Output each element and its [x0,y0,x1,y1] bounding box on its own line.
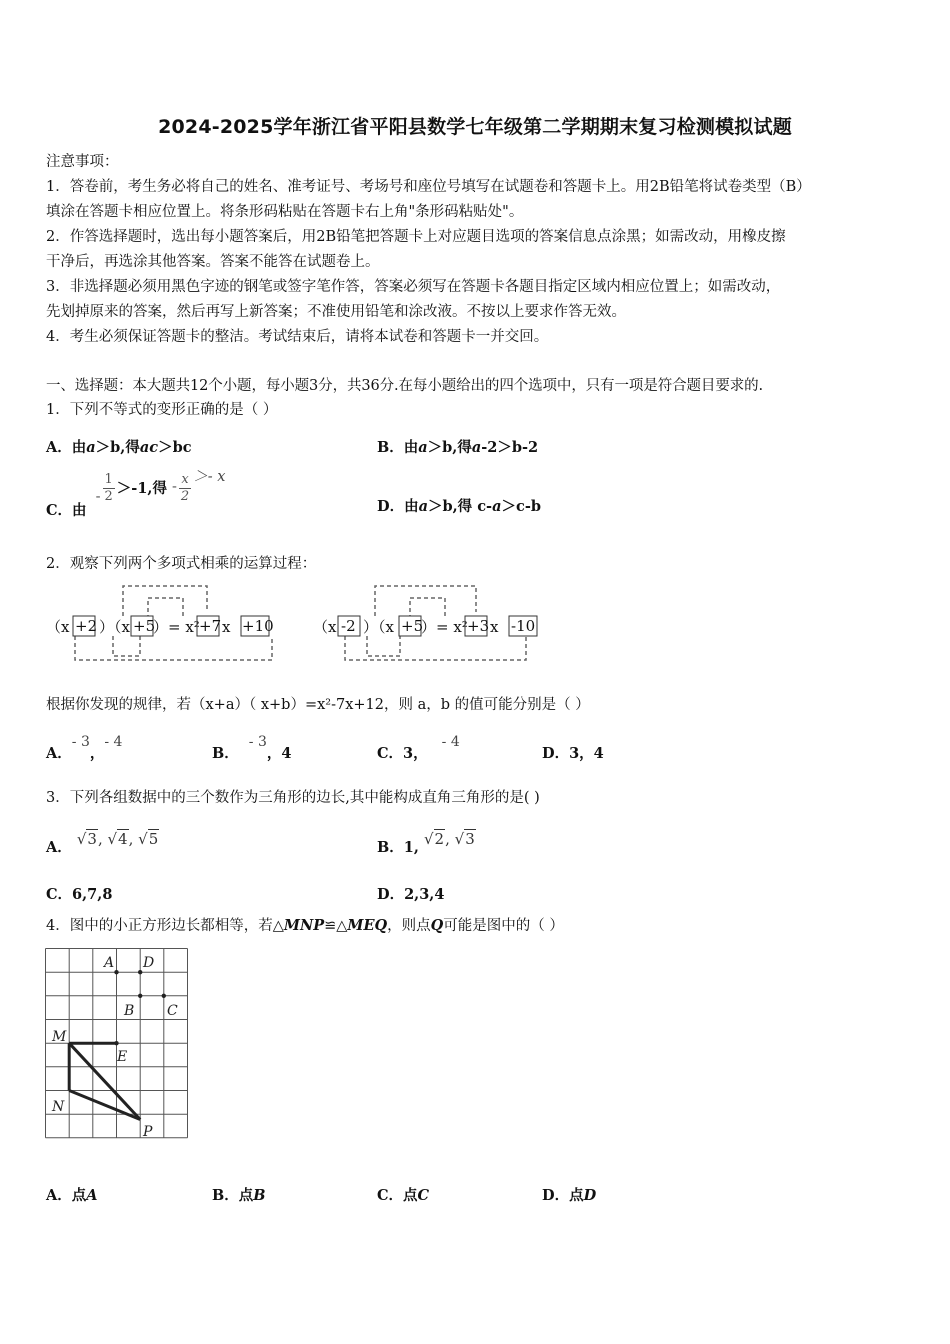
q2-d2-box3: +3 [467,617,490,635]
notice-line-3: 2．作答选择题时，选出每小题答案后，用2B铅笔把答题卡上对应题目选项的答案信息点涂黑；如需改动，用橡皮擦 [46,229,786,245]
q4-grid-figure [45,948,191,1144]
notice-line-1: 1．答卷前，考生务必将自己的姓名、准考证号、考场号和座位号填写在试题卷和答题卡上。用2B铅笔将试卷类型（B） [46,179,811,195]
notice-line-6: 先划掉原来的答案，然后再写上新答案；不准使用铅笔和涂改液。不按以上要求作答无效。 [46,304,626,320]
q4-option-d[interactable]: D．点D [542,1187,597,1204]
q2-d1-box1: +2 [75,617,98,635]
q1-option-a[interactable]: A．由a＞b,得ac＞bc [46,439,192,456]
q3-option-c[interactable]: C．6,7,8 [46,886,113,903]
page-title: 2024-2025学年浙江省平阳县数学七年级第二学期期末复习检测模拟试题 [158,116,792,138]
notice-line-5: 3．非选择题必须用黑色字迹的钢笔或签字笔作答，答案必须写在答题卡各题目指定区域内相应位置上；如需改动， [46,279,781,295]
q2-d1-box4: +10 [242,617,274,635]
q4-label-d: D [143,955,155,971]
q2-d2-box4: -10 [511,617,536,635]
q4-label-b: B [124,1003,135,1019]
section-heading: 一、选择题：本大题共12个小题，每小题3分，共36分.在每小题给出的四个选项中，只有一项是符合题目要求的. [46,378,764,394]
q1-option-c[interactable]: C．由 - $\frac{1}{2}$ ＞-1,得 - $\frac{x}{2}$ ＞- x [46,468,226,519]
q4-option-b[interactable]: B．点B [212,1187,266,1204]
q4-option-a[interactable]: A．点A [46,1187,98,1204]
q4-stem: 4．图中的小正方形边长都相等，若△MNP≌△MEQ，则点Q可能是图中的（ ） [46,917,564,934]
q4-label-n: N [52,1099,65,1115]
q1-c-frac-2: $\frac{x}{2}$ [180,472,190,504]
q2-d1-x: x [222,618,231,636]
q2-d2-box1: -2 [341,617,356,635]
q3-a-roots: √3, √4, √5 [76,830,159,848]
q3-option-b[interactable]: B．1, √2, √3 [377,830,475,856]
q2-d1-eq: ）= x² [153,618,200,636]
q2-option-a[interactable]: A．- 3，- 4 [46,734,123,762]
q4-label-c: C [167,1003,178,1019]
q1-stem: 1．下列不等式的变形正确的是（ ） [46,402,278,418]
q1-c-frac-1: $\frac{1}{2}$ [104,472,113,504]
q2-d2-box2: +5 [401,617,424,635]
q2-d2-x: x [490,618,499,636]
q3-b-roots: √2, √3 [423,830,475,848]
q3-option-d[interactable]: D．2,3,4 [377,886,445,903]
q4-option-c[interactable]: C．点C [377,1187,430,1204]
q4-label-a: A [104,955,115,971]
notice-heading: 注意事项： [46,154,119,170]
q2-d1-open: （x [46,618,70,636]
q2-d1-box2: +5 [133,617,156,635]
notice-line-2: 填涂在答题卡相应位置上。将条形码粘贴在答题卡右上角"条形码粘贴处"。 [46,204,524,220]
q2-d1-mid: ）（x [99,618,130,636]
q4-triangle-mnp [69,1043,140,1119]
q3-stem: 3．下列各组数据中的三个数作为三角形的边长,其中能构成直角三角形的是( ) [46,790,540,806]
q2-option-b[interactable]: B．- 3，4 [212,734,292,762]
notice-line-7: 4．考生必须保证答题卡的整洁。考试结束后，请将本试卷和答题卡一并交回。 [46,329,549,345]
q2-diagrams [40,578,540,683]
q3-option-a[interactable]: A． √3, √4, √5 [46,830,159,856]
q2-d2-open: （x [313,618,337,636]
q2-stem: 2．观察下列两个多项式相乘的运算过程： [46,556,317,572]
q1-option-d[interactable]: D．由a＞b,得 c-a＞c-b [377,498,541,515]
q4-label-p: P [143,1124,153,1140]
q2-d1-box3: +7 [199,617,222,635]
q1-option-b[interactable]: B．由a＞b,得a-2＞b-2 [377,439,539,456]
q2-d2-eq: ）= x² [421,618,468,636]
notice-line-4: 干净后，再选涂其他答案。答案不能答在试题卷上。 [46,254,380,270]
q4-label-e: E [117,1049,128,1065]
q2-d2-mid: ）（x [363,618,394,636]
q2-question: 根据你发现的规律，若（x+a）（ x+b）=x²-7x+12，则 a，b 的值可能分别是（ ） [46,697,590,713]
q2-option-d[interactable]: D．3，4 [542,745,604,762]
q4-label-m: M [52,1029,67,1045]
q2-option-c[interactable]: C．3，- 4 [377,734,460,762]
